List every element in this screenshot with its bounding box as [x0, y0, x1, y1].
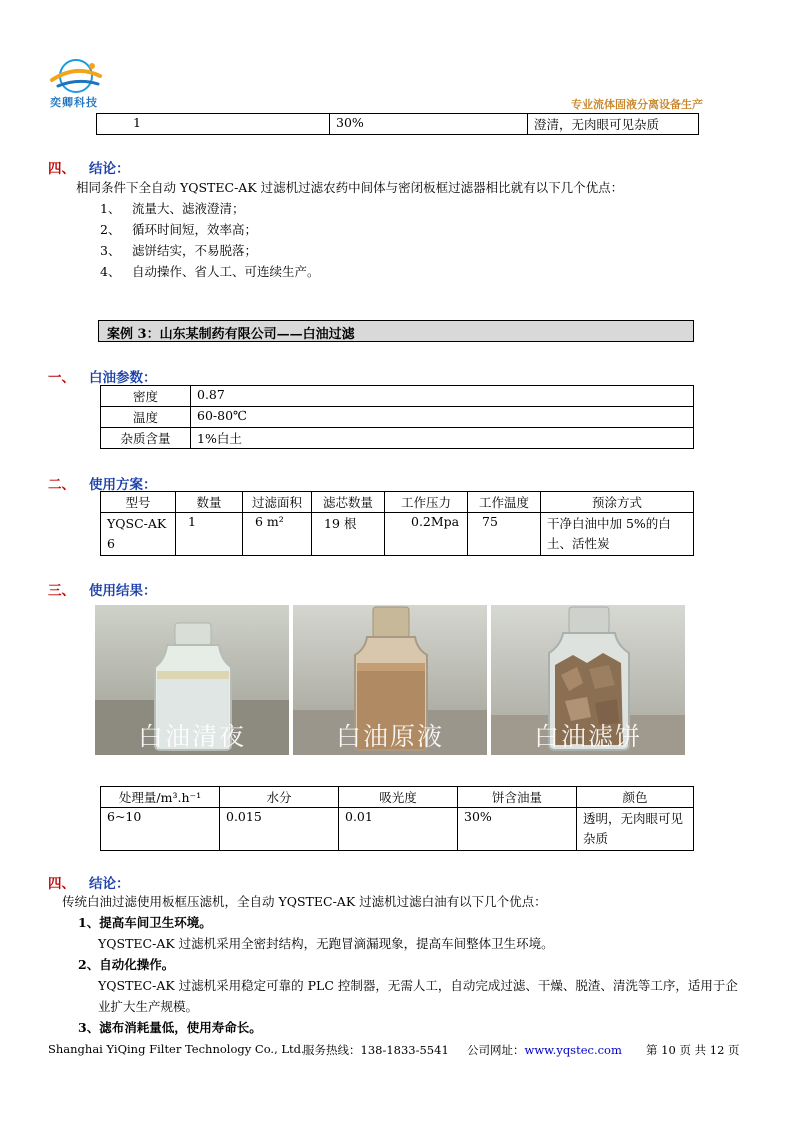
plan-area: 6 m²	[243, 513, 312, 556]
footer-company: Shanghai YiQing Filter Technology Co., Ltd.	[48, 1042, 305, 1056]
list-item: 4、 自动操作、省人工、可连续生产。	[100, 264, 320, 279]
table-header-row	[101, 492, 694, 513]
table-cell: 6~10	[101, 808, 220, 851]
footer-website: 公司网址：www.yqstec.com	[467, 1043, 622, 1057]
advantage-desc: YQSTEC-AK 过滤机采用稳定可靠的 PLC 控制器，无需人工，自动完成过滤、干燥、脱渣、清洗等工序，适用于企业扩大生产规模。	[98, 978, 738, 1014]
advantage-desc: YQSTEC-AK 过滤机采用全密封结构，无跑冒滴漏现象，提高车间整体卫生环境。	[98, 936, 554, 951]
plan-model: YQSC-AK 6	[101, 513, 176, 556]
column-header: 水分	[220, 787, 339, 808]
case-title: 案例 3：山东某制药有限公司——白油过滤	[98, 320, 694, 342]
column-header: 吸光度	[339, 787, 458, 808]
table-row	[101, 808, 694, 851]
conclusion-intro: 相同条件下全自动 YQSTEC-AK 过滤机过滤农药中间体与密闭板框过滤器相比就有以下几个优点：	[76, 180, 624, 195]
top-result-table	[96, 113, 699, 135]
advantage-title: 3、滤布消耗量低，使用寿命长。	[78, 1020, 262, 1035]
plan-quantity: 1	[176, 513, 243, 556]
logo-globe-icon	[48, 58, 104, 98]
plan-pressure: 0.2Mpa	[385, 513, 468, 556]
column-header: 颜色	[577, 787, 694, 808]
footer-page-number: 第 10 页 共 12 页	[646, 1043, 740, 1057]
raw-liquid-photo	[293, 605, 487, 755]
photo-label: 白油原液	[335, 722, 444, 751]
conclusion-heading: 四、 结论：	[48, 161, 130, 177]
table-row	[101, 513, 694, 556]
column-header: 预涂方式	[541, 492, 694, 513]
logo-text: 奕卿科技	[50, 96, 98, 109]
table-cell: 1	[97, 114, 330, 135]
param-label: 温度	[101, 407, 191, 428]
table-header-row	[101, 787, 694, 808]
column-header: 饼含油量	[458, 787, 577, 808]
column-header: 工作压力	[385, 492, 468, 513]
photo-label: 白油清夜	[137, 722, 246, 751]
column-header: 过滤面积	[243, 492, 312, 513]
filter-cake-photo	[491, 605, 685, 755]
table-cell: 30%	[330, 114, 528, 135]
param-value: 1%白土	[191, 428, 694, 449]
plan-heading: 二、 使用方案：	[48, 477, 157, 493]
result-heading: 三、 使用结果：	[48, 583, 157, 599]
table-row	[101, 386, 694, 407]
advantage-title: 2、自动化操作。	[78, 957, 175, 972]
table-row	[101, 407, 694, 428]
filtrate-photo	[95, 605, 289, 755]
plan-cartridges: 19 根	[312, 513, 385, 556]
footer-hotline: 服务热线：138-1833-5541	[303, 1043, 449, 1057]
param-value: 60-80℃	[191, 407, 694, 428]
plan-table	[100, 491, 694, 556]
param-value: 0.87	[191, 386, 694, 407]
list-item: 3、 滤饼结实，不易脱落；	[100, 243, 258, 258]
advantage-title: 1、提高车间卫生环境。	[78, 915, 212, 930]
table-row	[97, 114, 699, 135]
table-cell: 澄清，无肉眼可见杂质	[528, 114, 699, 135]
column-header: 工作温度	[468, 492, 541, 513]
list-item: 1、 流量大、滤液澄清；	[100, 201, 245, 216]
result-table	[100, 786, 694, 851]
column-header: 滤芯数量	[312, 492, 385, 513]
param-label: 密度	[101, 386, 191, 407]
plan-precoat: 干净白油中加 5%的白土、活性炭	[541, 513, 694, 556]
list-item: 2、 循环时间短，效率高；	[100, 222, 258, 237]
conclusion-intro: 传统白油过滤使用板框压滤机，全自动 YQSTEC-AK 过滤机过滤白油有以下几个优点：	[62, 894, 547, 909]
table-cell: 0.015	[220, 808, 339, 851]
params-heading: 一、 白油参数：	[48, 370, 157, 386]
column-header: 数量	[176, 492, 243, 513]
case3-conclusion-heading: 四、 结论：	[48, 876, 130, 892]
param-label: 杂质含量	[101, 428, 191, 449]
table-row	[101, 428, 694, 449]
header-slogan: 专业流体固液分离设备生产	[571, 98, 703, 111]
table-cell: 0.01	[339, 808, 458, 851]
params-table	[100, 385, 694, 449]
website-link[interactable]: www.yqstec.com	[524, 1043, 622, 1057]
plan-temperature: 75	[468, 513, 541, 556]
column-header: 型号	[101, 492, 176, 513]
table-cell: 30%	[458, 808, 577, 851]
table-cell: 透明，无肉眼可见杂质	[577, 808, 694, 851]
column-header: 处理量/m³.h⁻¹	[101, 787, 220, 808]
photo-label: 白油滤饼	[533, 722, 642, 751]
